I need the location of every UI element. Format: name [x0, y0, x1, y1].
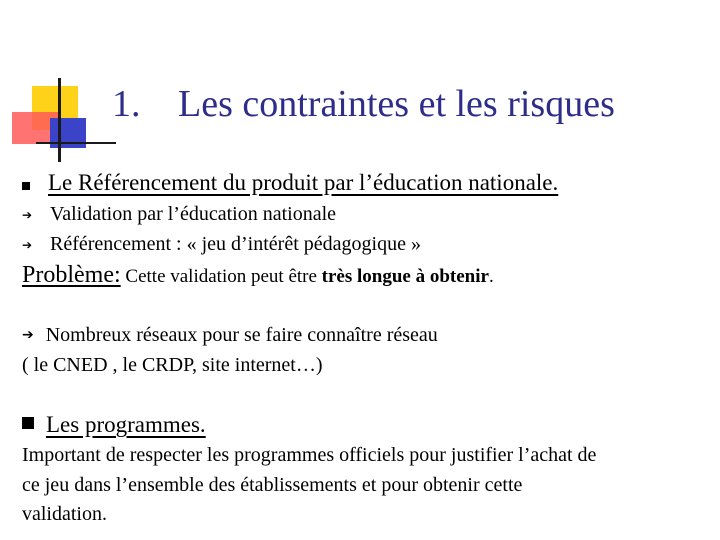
right-arrow-icon: ➔ — [22, 327, 34, 343]
reseaux-examples: ( le CNED , le CRDP, site internet…) — [22, 354, 323, 376]
probleme-line — [22, 262, 494, 289]
square-bullet-icon — [22, 182, 30, 190]
slide-logo — [0, 0, 120, 170]
probleme-label: Problème: — [22, 262, 121, 288]
paragraph-line: Important de respecter les programmes officiels pour justifier l’achat de — [22, 444, 597, 466]
right-arrow-icon: ➔ — [22, 208, 33, 222]
logo-horizontal-line — [36, 142, 116, 144]
heading-referencement-text: Le Référencement du produit par l’éducation nationale. — [48, 170, 559, 195]
title-number: 1. — [112, 83, 141, 125]
slide-title — [112, 82, 712, 126]
reseaux-line — [22, 324, 438, 347]
sub-item-text: Référencement : « jeu d’intérêt pédagogique » — [50, 233, 421, 255]
probleme-end: . — [488, 266, 494, 287]
heading-programmes-text: Les programmes. — [46, 412, 206, 437]
paragraph-line: validation. — [22, 503, 107, 525]
heading-programmes — [22, 412, 206, 438]
probleme-bold: très longue à obtenir — [321, 266, 489, 287]
paragraph-line: ce jeu dans l’ensemble des établissements et pour obtenir cette — [22, 474, 523, 496]
logo-vertical-line — [58, 78, 61, 162]
title-text: Les contraintes et les risques — [178, 83, 615, 125]
square-bullet-icon — [22, 417, 34, 429]
right-arrow-icon: ➔ — [22, 238, 33, 252]
sub-item-text: Validation par l’éducation nationale — [50, 203, 337, 225]
probleme-text: Cette validation peut être — [120, 266, 322, 287]
reseaux-text: Nombreux réseaux pour se faire connaître réseau — [45, 324, 438, 346]
